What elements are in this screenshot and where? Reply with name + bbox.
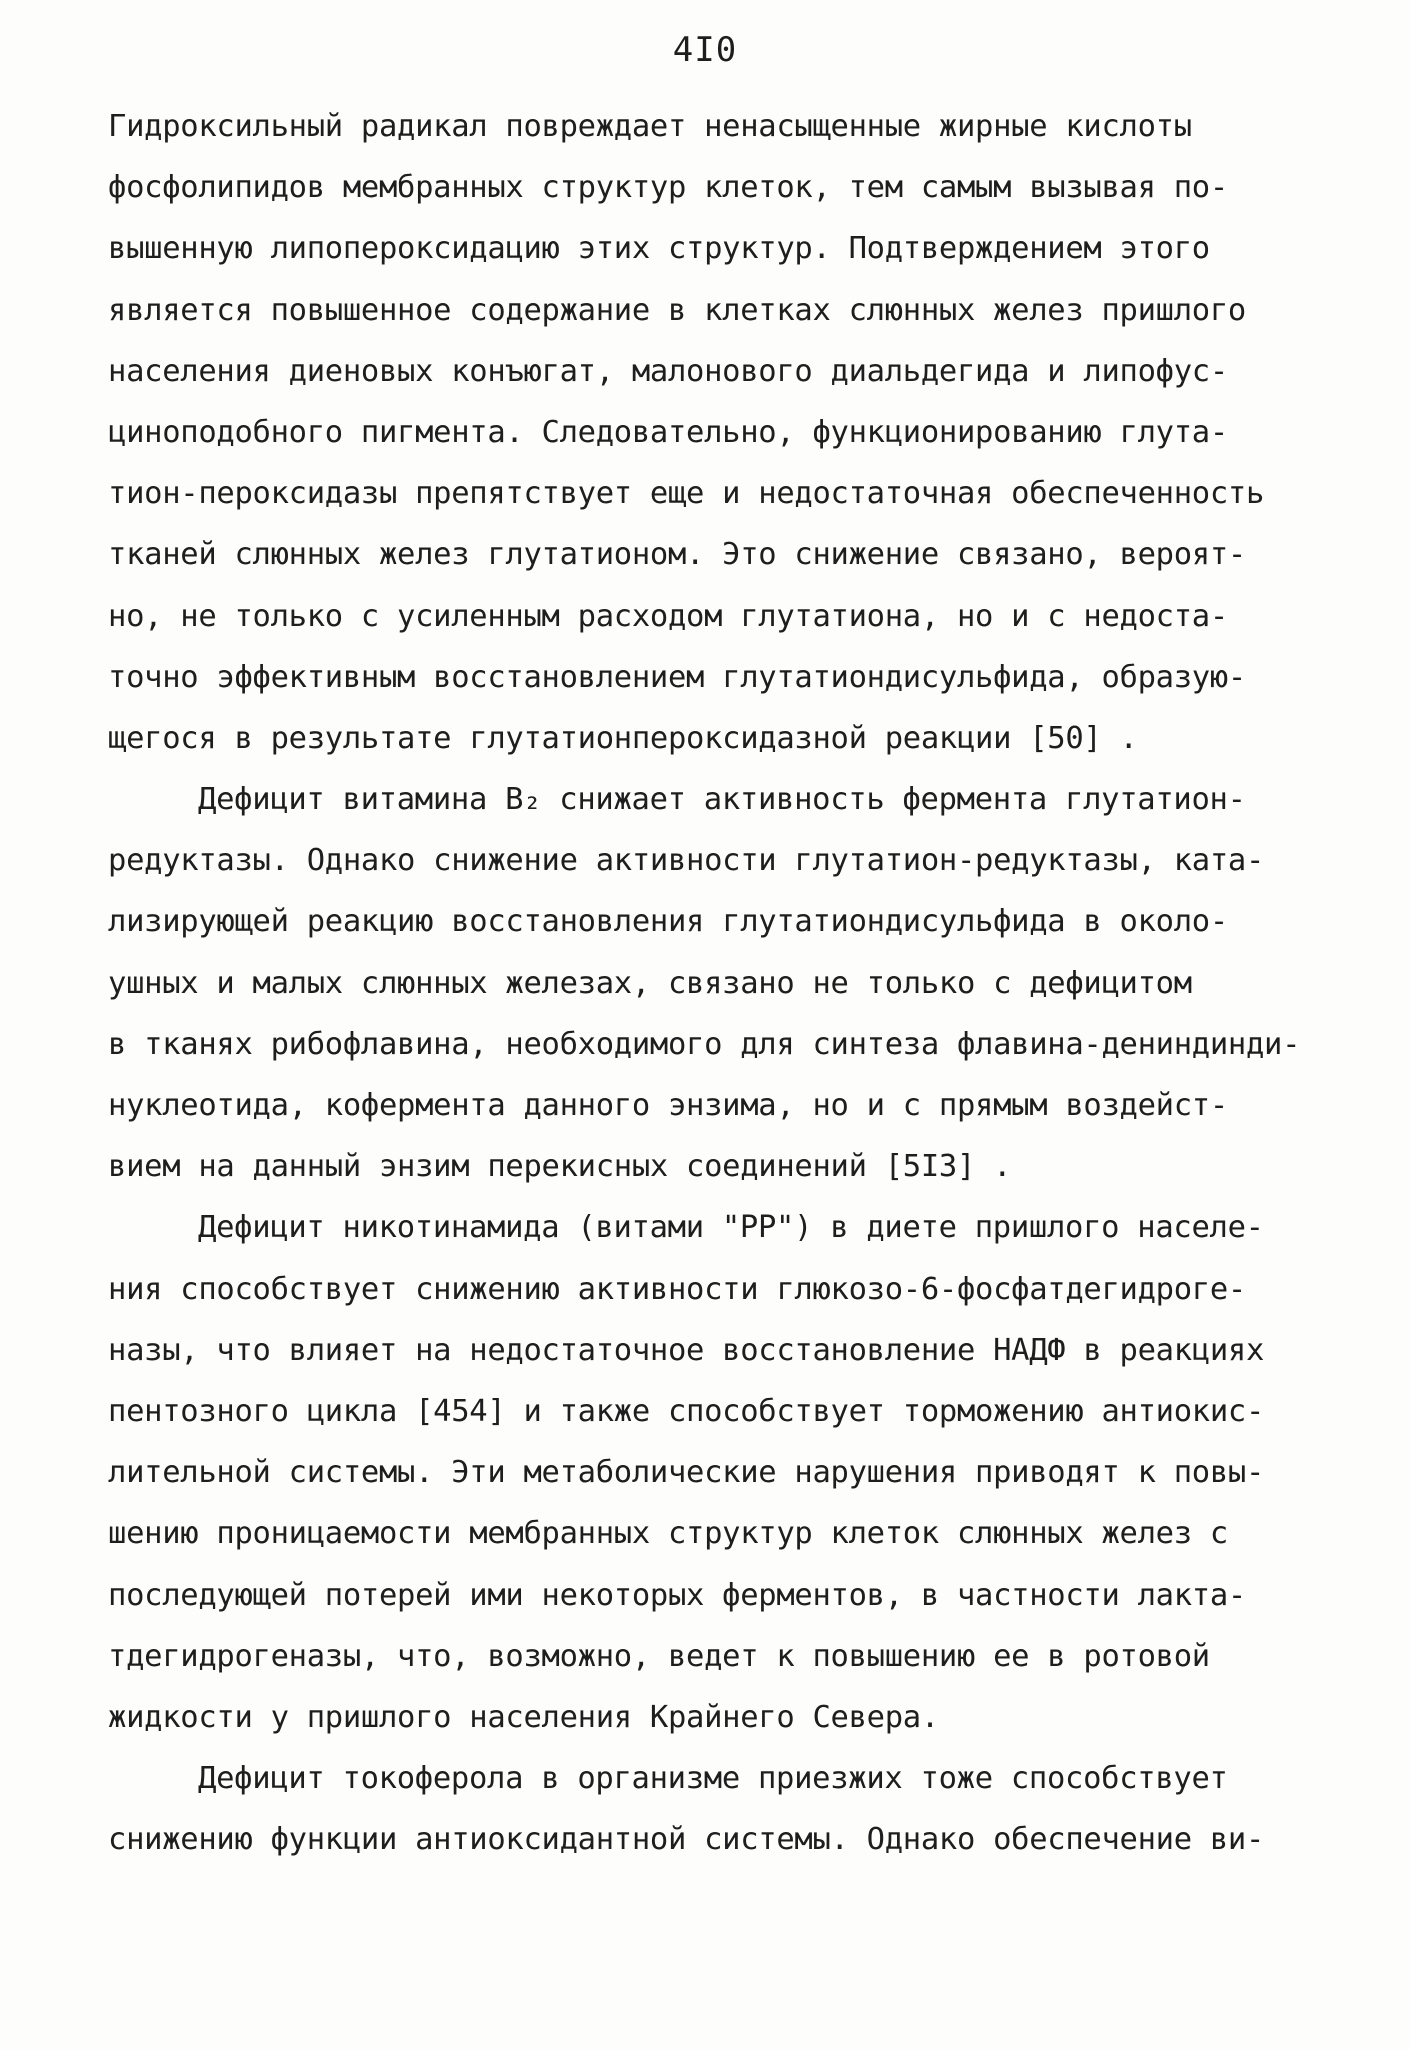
text-line: пентозного цикла [454] и также способствует торможению антиокис- xyxy=(108,1393,1265,1429)
page-number: 4I0 xyxy=(672,30,738,70)
text-line: ния способствует снижению активности глюкозо-6-фосфатдегидроге- xyxy=(108,1271,1246,1307)
text-line: шению проницаемости мембранных структур клеток слюнных желез с xyxy=(108,1516,1228,1552)
text-line: циноподобного пигмента. Следовательно, функционированию глута- xyxy=(108,414,1228,450)
text-line: населения диеновых конъюгат, малонового диальдегида и липофус- xyxy=(108,353,1228,389)
text-line: ушных и малых слюнных железах, связано не только с дефицитом xyxy=(108,965,1192,1001)
text-line: жидкости у пришлого населения Крайнего Севера. xyxy=(108,1699,939,1735)
text-line: снижению функции антиоксидантной системы. Однако обеспечение ви- xyxy=(108,1822,1265,1858)
text-line: но, не только с усиленным расходом глутатиона, но и с недоста- xyxy=(108,598,1228,634)
text-line: вышенную липопероксидацию этих структур. Подтверждением этого xyxy=(108,231,1210,267)
text-line: Дефицит никотинамида (витами "PP") в диете пришлого населе- xyxy=(198,1210,1264,1246)
text-line: тканей слюнных желез глутатионом. Это снижение связано, вероят- xyxy=(108,537,1246,573)
text-line: Дефицит витамина B₂ снижает активность фермента глутатион- xyxy=(198,782,1246,818)
text-line: фосфолипидов мембранных структур клеток, тем самым вызывая по- xyxy=(108,170,1228,206)
text-line: тдегидрогеназы, что, возможно, ведет к повышению ее в ротовой xyxy=(108,1638,1210,1674)
text-line: редуктазы. Однако снижение активности глутатион-редуктазы, ката- xyxy=(108,843,1265,879)
text-line: лительной системы. Эти метаболические нарушения приводят к повы- xyxy=(108,1455,1265,1491)
text-line: лизирующей реакцию восстановления глутатиондисульфида в около- xyxy=(108,904,1228,940)
text-line: тион-пероксидазы препятствует еще и недостаточная обеспеченность xyxy=(108,476,1265,512)
text-line: нуклеотида, кофермента данного энзима, но и с прямым воздейст- xyxy=(108,1088,1228,1123)
text-line: точно эффективным восстановлением глутатиондисульфида, образую- xyxy=(108,659,1246,695)
text-line: в тканях рибофлавина, необходимого для синтеза флавина-дениндинди- xyxy=(108,1026,1301,1062)
text-line: Гидроксильный радикал повреждает ненасыщенные жирные кислоты xyxy=(108,109,1192,144)
text-line: назы, что влияет на недостаточное восстановление НАДФ в реакциях xyxy=(108,1332,1265,1368)
text-line: вием на данный энзим перекисных соединений [5I3] . xyxy=(108,1149,1012,1185)
text-line: щегося в результате глутатионпероксидазной реакции [50] . xyxy=(108,720,1138,756)
text-line: является повышенное содержание в клетках слюнных желез пришлого xyxy=(108,292,1246,328)
text-line: последующей потерей ими некоторых ферментов, в частности лакта- xyxy=(108,1577,1246,1613)
text-line: Дефицит токоферола в организме приезжих тоже способствует xyxy=(198,1761,1228,1797)
body-text xyxy=(108,96,1328,1870)
